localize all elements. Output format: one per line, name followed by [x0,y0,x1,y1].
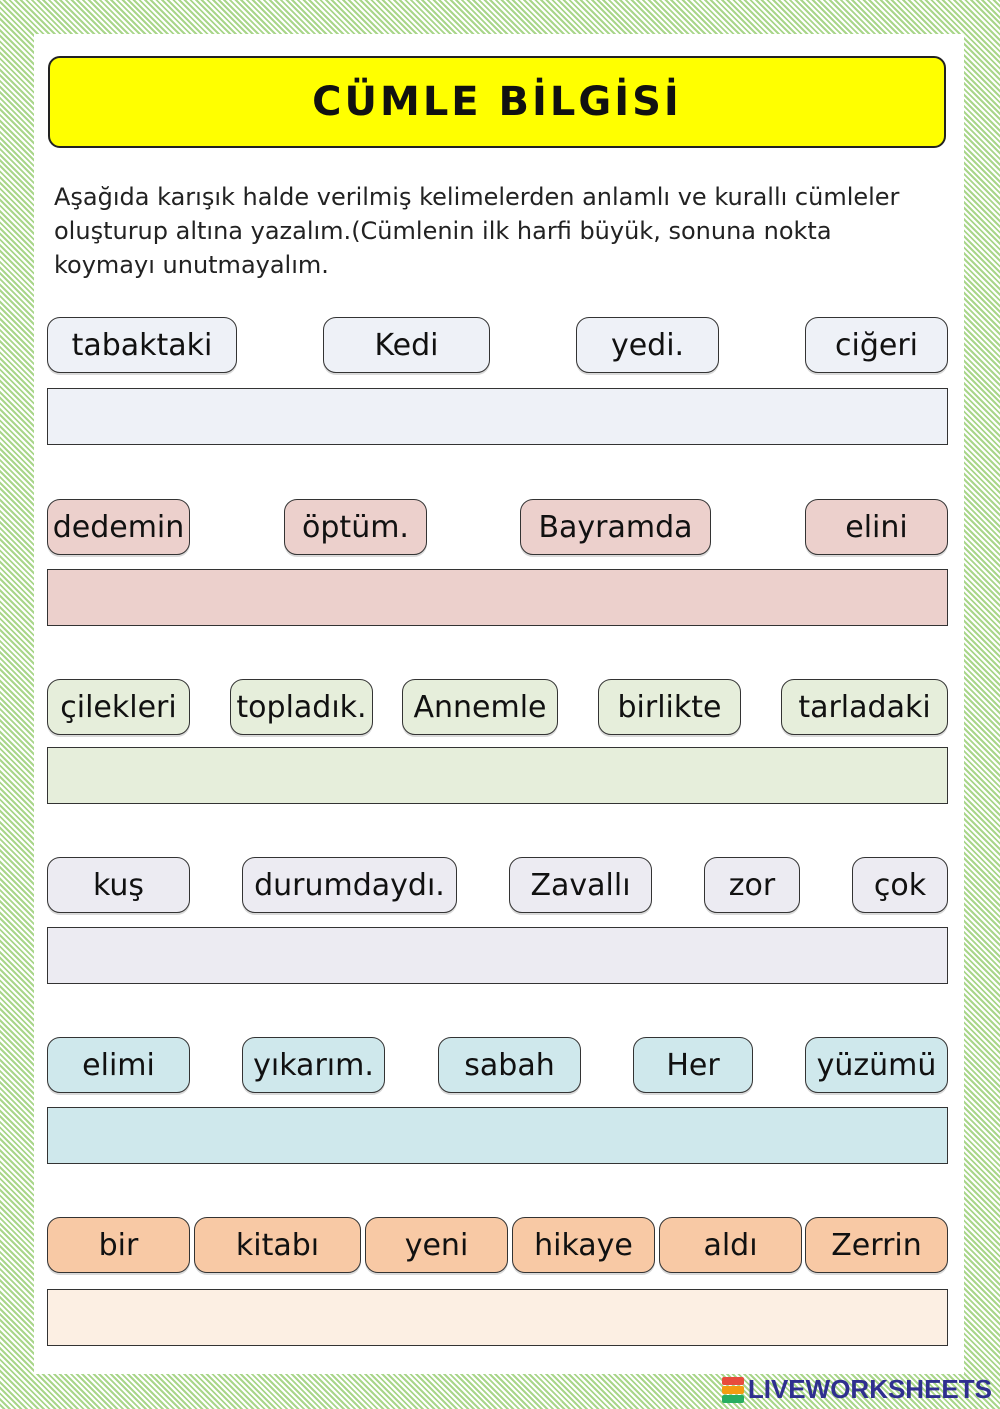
answer-input-5[interactable] [47,1107,948,1164]
word-tile[interactable]: kitabı [194,1217,361,1273]
word-tile[interactable]: birlikte [598,679,741,735]
word-tile[interactable]: kuş [47,857,190,913]
word-tile[interactable]: yeni [365,1217,508,1273]
word-tile[interactable]: bir [47,1217,190,1273]
answer-input-2[interactable] [47,569,948,626]
word-tile[interactable]: dedemin [47,499,190,555]
answer-input-6[interactable] [47,1289,948,1346]
word-tile[interactable]: durumdaydı. [242,857,457,913]
word-tile[interactable]: yüzümü [805,1037,948,1093]
liveworksheets-icon [722,1377,744,1403]
word-tile[interactable]: hikaye [512,1217,655,1273]
title-banner [48,56,946,148]
word-tile[interactable]: tabaktaki [47,317,237,373]
word-tile[interactable]: zor [704,857,800,913]
worksheet-page [34,34,964,1374]
word-tile[interactable]: çilekleri [47,679,190,735]
word-tile[interactable]: Bayramda [520,499,711,555]
word-tile[interactable]: Zavallı [509,857,652,913]
page-title: CÜMLE BİLGİSİ [312,79,682,125]
word-tile[interactable]: çok [852,857,948,913]
word-tile[interactable]: sabah [438,1037,581,1093]
word-tile[interactable]: elini [805,499,948,555]
word-tile[interactable]: aldı [659,1217,802,1273]
word-tile[interactable]: Zerrin [805,1217,948,1273]
word-tile[interactable]: öptüm. [284,499,427,555]
answer-input-1[interactable] [47,388,948,445]
word-tile[interactable]: ciğeri [805,317,948,373]
answer-input-3[interactable] [47,747,948,804]
word-tile[interactable]: Her [633,1037,753,1093]
answer-input-4[interactable] [47,927,948,984]
word-tile[interactable]: tarladaki [781,679,948,735]
liveworksheets-logo [722,1374,992,1405]
word-tile[interactable]: yedi. [576,317,719,373]
word-tile[interactable]: yıkarım. [242,1037,385,1093]
word-tile[interactable]: topladık. [230,679,373,735]
word-tile[interactable]: Annemle [402,679,558,735]
instructions-text: Aşağıda karışık halde verilmiş kelimelerden anlamlı ve kurallı cümleler oluşturup altına yazalım.(Cümlenin ilk harfi büyük, sonuna nokta koymayı unutmayalım. [54,183,900,279]
word-tile[interactable]: elimi [47,1037,190,1093]
logo-text: LIVEWORKSHEETS [747,1374,992,1404]
word-tile[interactable]: Kedi [323,317,490,373]
